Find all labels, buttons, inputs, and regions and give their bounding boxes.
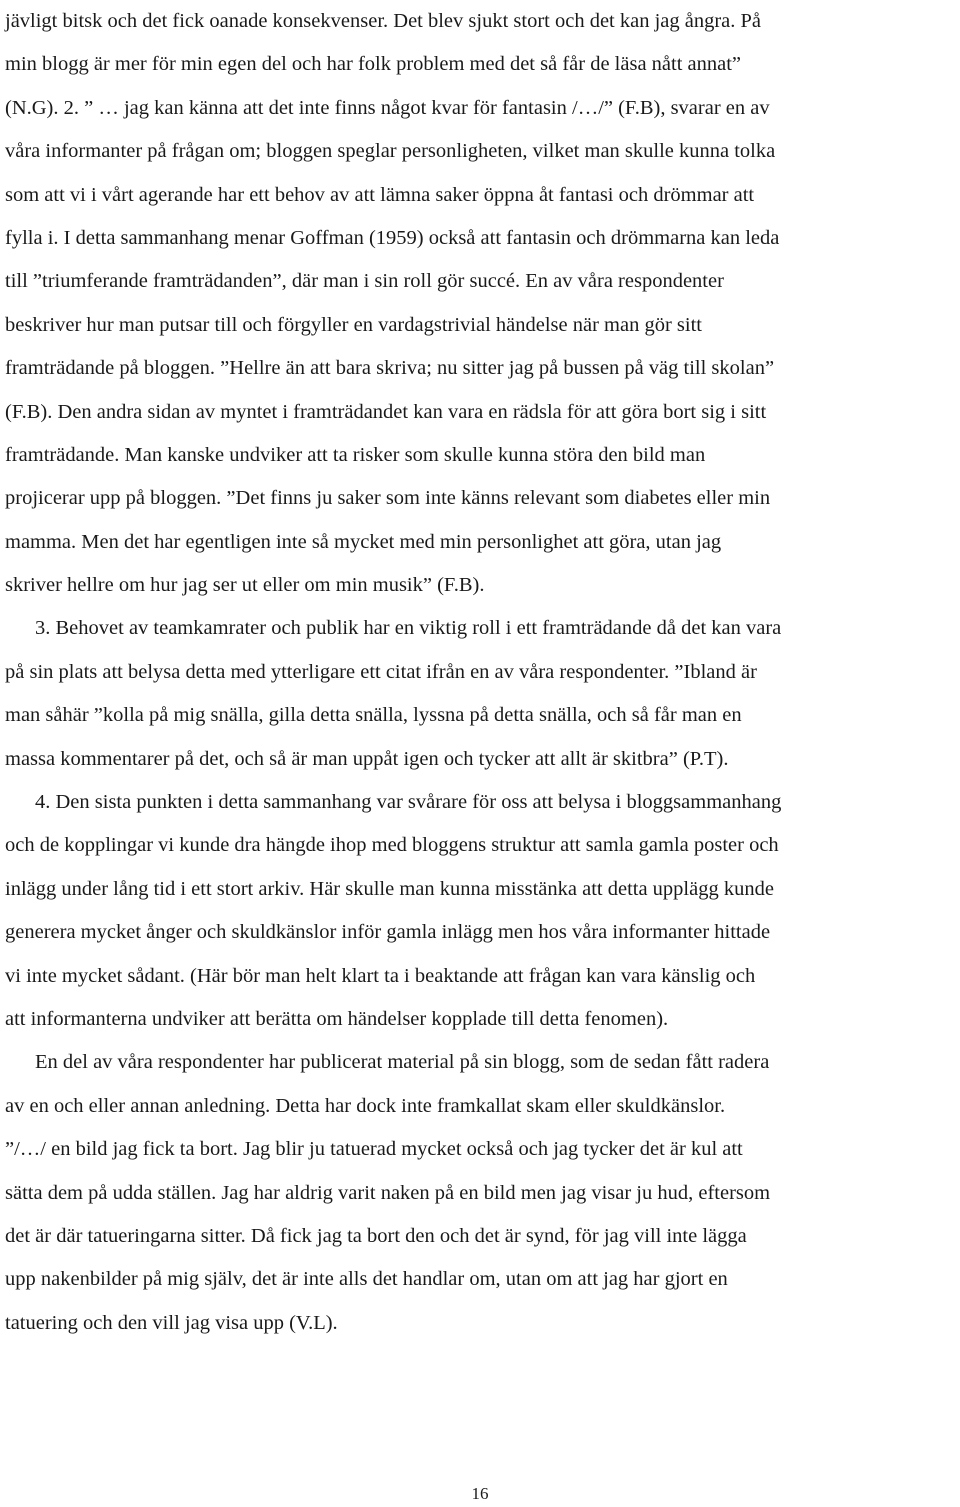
text-line-19: 4. Den sista punkten i detta sammanhang var svårare för oss att belysa i bloggsammanhang: [35, 791, 782, 814]
text-line-21: inlägg under lång tid i ett stort arkiv. Här skulle man kunna misstänka att detta upplägg kunde: [5, 877, 774, 900]
text-line-20: och de kopplingar vi kunde dra hängde ihop med bloggens struktur att samla gamla poster och: [5, 834, 779, 857]
text-line-23: vi inte mycket sådant. (Här bör man helt klart ta i beaktande att frågan kan vara känslig och: [5, 964, 756, 987]
text-line-12: projicerar upp på bloggen. ”Det finns ju saker som inte känns relevant som diabetes eller min: [5, 487, 771, 510]
text-line-5: som att vi i vårt agerande har ett behov av att lämna saker öppna åt fantasi och drömmar att: [5, 183, 755, 206]
text-line-15: 3. Behovet av teamkamrater och publik har en viktig roll i ett framträdande då det kan vara: [35, 617, 782, 640]
text-line-13: mamma. Men det har egentligen inte så mycket med min personlighet att göra, utan jag: [5, 530, 722, 553]
text-line-17: man såhär ”kolla på mig snälla, gilla detta snälla, lyssna på detta snälla, och så får man en: [5, 704, 742, 727]
text-line-30: upp nakenbilder på mig själv, det är inte alls det handlar om, utan om att jag har gjort en: [5, 1268, 728, 1291]
text-line-1: jävligt bitsk och det fick oanade konsekvenser. Det blev sjukt stort och det kan jag ångra. På: [5, 10, 762, 32]
text-line-7: till ”triumferande framträdanden”, där man i sin roll gör succé. En av våra respondenter: [5, 270, 724, 293]
text-line-25: En del av våra respondenter har publicerat material på sin blogg, som de sedan fått radera: [35, 1051, 770, 1074]
text-line-16: på sin plats att belysa detta med ytterligare ett citat ifrån en av våra respondenter. ”Ibland är: [5, 660, 757, 683]
text-line-26: av en och eller annan anledning. Detta har dock inte framkallat skam eller skuldkänslor.: [5, 1094, 726, 1117]
text-line-9: framträdande på bloggen. ”Hellre än att bara skriva; nu sitter jag på bussen på väg till skolan”: [5, 357, 775, 380]
body-text: [5, 0, 960, 1345]
text-line-11: framträdande. Man kanske undviker att ta risker som skulle kunna störa den bild man: [5, 443, 706, 466]
text-line-24: att informanterna undviker att berätta om händelser kopplade till detta fenomen).: [5, 1007, 669, 1030]
text-line-6: fylla i. I detta sammanhang menar Goffman (1959) också att fantasin och drömmarna kan leda: [5, 226, 780, 249]
text-line-28: sätta dem på udda ställen. Jag har aldrig varit naken på en bild men jag visar ju hud, eftersom: [5, 1181, 771, 1204]
text-line-2: min blogg är mer för min egen del och har folk problem med det så får de läsa nått annat”: [5, 53, 742, 76]
text-line-29: det är där tatueringarna sitter. Då fick jag ta bort den och det är synd, för jag vill inte lägga: [5, 1224, 747, 1247]
text-line-4: våra informanter på frågan om; bloggen speglar personligheten, vilket man skulle kunna tolka: [5, 140, 776, 163]
text-line-27: ”/…/ en bild jag fick ta bort. Jag blir ju tatuerad mycket också och jag tycker det är kul att: [5, 1138, 743, 1161]
text-line-8: beskriver hur man putsar till och förgyller en vardagstrivial händelse när man gör sitt: [5, 313, 702, 336]
text-line-3: (N.G). 2. ” … jag kan känna att det inte finns något kvar för fantasin /…/” (F.B), svarar en av: [5, 96, 770, 119]
text-line-18: massa kommentarer på det, och så är man uppåt igen och tycker att allt är skitbra” (P.T).: [5, 747, 729, 770]
text-line-10: (F.B). Den andra sidan av myntet i framträdandet kan vara en rädsla för att göra bort sig i sitt: [5, 400, 767, 423]
page-number: 16: [471, 1484, 489, 1503]
text-line-14: skriver hellre om hur jag ser ut eller om min musik” (F.B).: [5, 574, 485, 597]
text-line-22: generera mycket ånger och skuldkänslor inför gamla inlägg men hos våra informanter hittade: [5, 921, 771, 944]
text-line-31: tatuering och den vill jag visa upp (V.L).: [5, 1311, 338, 1334]
